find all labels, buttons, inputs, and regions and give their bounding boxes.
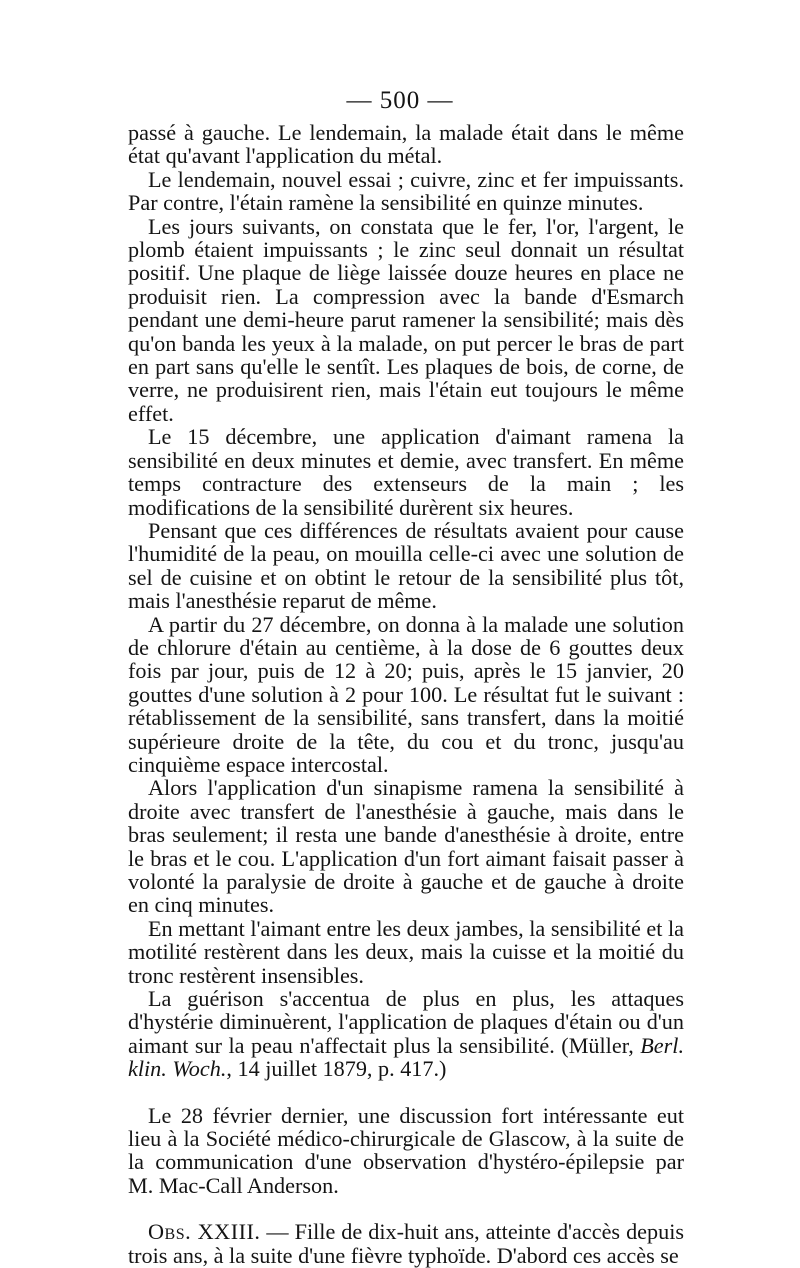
paragraph-3: Les jours suivants, on constata que le fer, l'or, l'argent, le plomb étaient impuissants ; le zinc seul donnait un résultat positif. Une plaque de liège laissée douze heures en place ne produisit rien. La compression avec la bande d'Esmarch pendant une demi-heure parut ramener la sensibilité; mais dès qu'on banda les yeux à la malade, on put percer le bras de part en part sans qu'elle le sentît. Les plaques de bois, de corne, de verre, ne produisirent rien, mais l'étain eut toujours le même effet. bbox=[128, 213, 684, 426]
page-number: — 500 — bbox=[346, 87, 454, 114]
paragraph-11-text: — Fille de dix-huit ans, atteinte d'accès depuis trois ans, à la suite d'une fièvre typhoïde. D'abord ces accès se bbox=[128, 1219, 684, 1268]
paragraph-6: A partir du 27 décembre, on donna à la malade une solution de chlorure d'étain au centième, à la dose de 6 gouttes deux fois par jour, puis de 12 à 20; puis, après le 15 janvier, 20 gouttes d'une solution à 2 pour 100. Le résultat fut le suivant : rétablissement de la sensibilité, sans transfert, dans la moitié supérieure droite de la tête, du cou et du tronc, jusqu'au cinquième espace intercostal. bbox=[128, 611, 684, 777]
paragraph-8: En mettant l'aimant entre les deux jambes, la sensibilité et la motilité restèrent dans les deux, mais la cuisse et la moitié du tronc restèrent insensibles. bbox=[128, 915, 684, 988]
paragraph-9-end: , 14 juillet 1879, p. 417.) bbox=[226, 1056, 447, 1082]
paragraph-9 bbox=[128, 987, 684, 1081]
paragraph-11 bbox=[128, 1220, 684, 1267]
paragraph-2: Le lendemain, nouvel essai ; cuivre, zinc et fer impuissants. Par contre, l'étain ramène la sensibilité en quinze minutes. bbox=[128, 166, 684, 216]
paragraph-5: Pensant que ces différences de résultats avaient pour cause l'humidité de la peau, on mouilla celle-ci avec une solution de sel de cuisine et on obtint le retour de la sensibilité plus tôt, mais l'anesthésie reparut de même. bbox=[128, 517, 684, 614]
paragraph-4: Le 15 décembre, une application d'aimant ramena la sensibilité en deux minutes et demie, avec transfert. En même temps contracture des extenseurs de la main ; les modifications de la sensibilité durèrent six heures. bbox=[128, 424, 684, 520]
paragraph-1: passé à gauche. Le lendemain, la malade était dans le même état qu'avant l'application du métal. bbox=[128, 120, 684, 169]
paragraph-9-text: La guérison s'accentua de plus en plus, les attaques d'hystérie diminuèrent, l'application de plaques d'étain ou d'un aimant sur la peau n'affectait plus la sensibilité. (Müller, bbox=[128, 986, 684, 1058]
paragraph-7: Alors l'application d'un sinapisme ramena la sensibilité à droite avec transfert de l'anesthésie à gauche, mais dans le bras seulement; il resta une bande d'anesthésie à droite, entre le bras et le cou. L'application d'un fort aimant faisait passer à volonté la paralysie de droite à gauche et de gauche à droite en cinq minutes. bbox=[128, 775, 684, 918]
observation-label: Obs. XXIII. bbox=[148, 1219, 261, 1245]
citation-journal: Berl. klin. Woch. bbox=[128, 1032, 684, 1082]
paragraph-10: Le 28 février dernier, une discussion fort intéressante eut lieu à la Société médico-chirurgicale de Glascow, à la suite de la communication d'une observation d'hystéro-épilepsie par M. Mac-Call Anderson. bbox=[128, 1102, 684, 1198]
page-body bbox=[128, 121, 684, 1267]
